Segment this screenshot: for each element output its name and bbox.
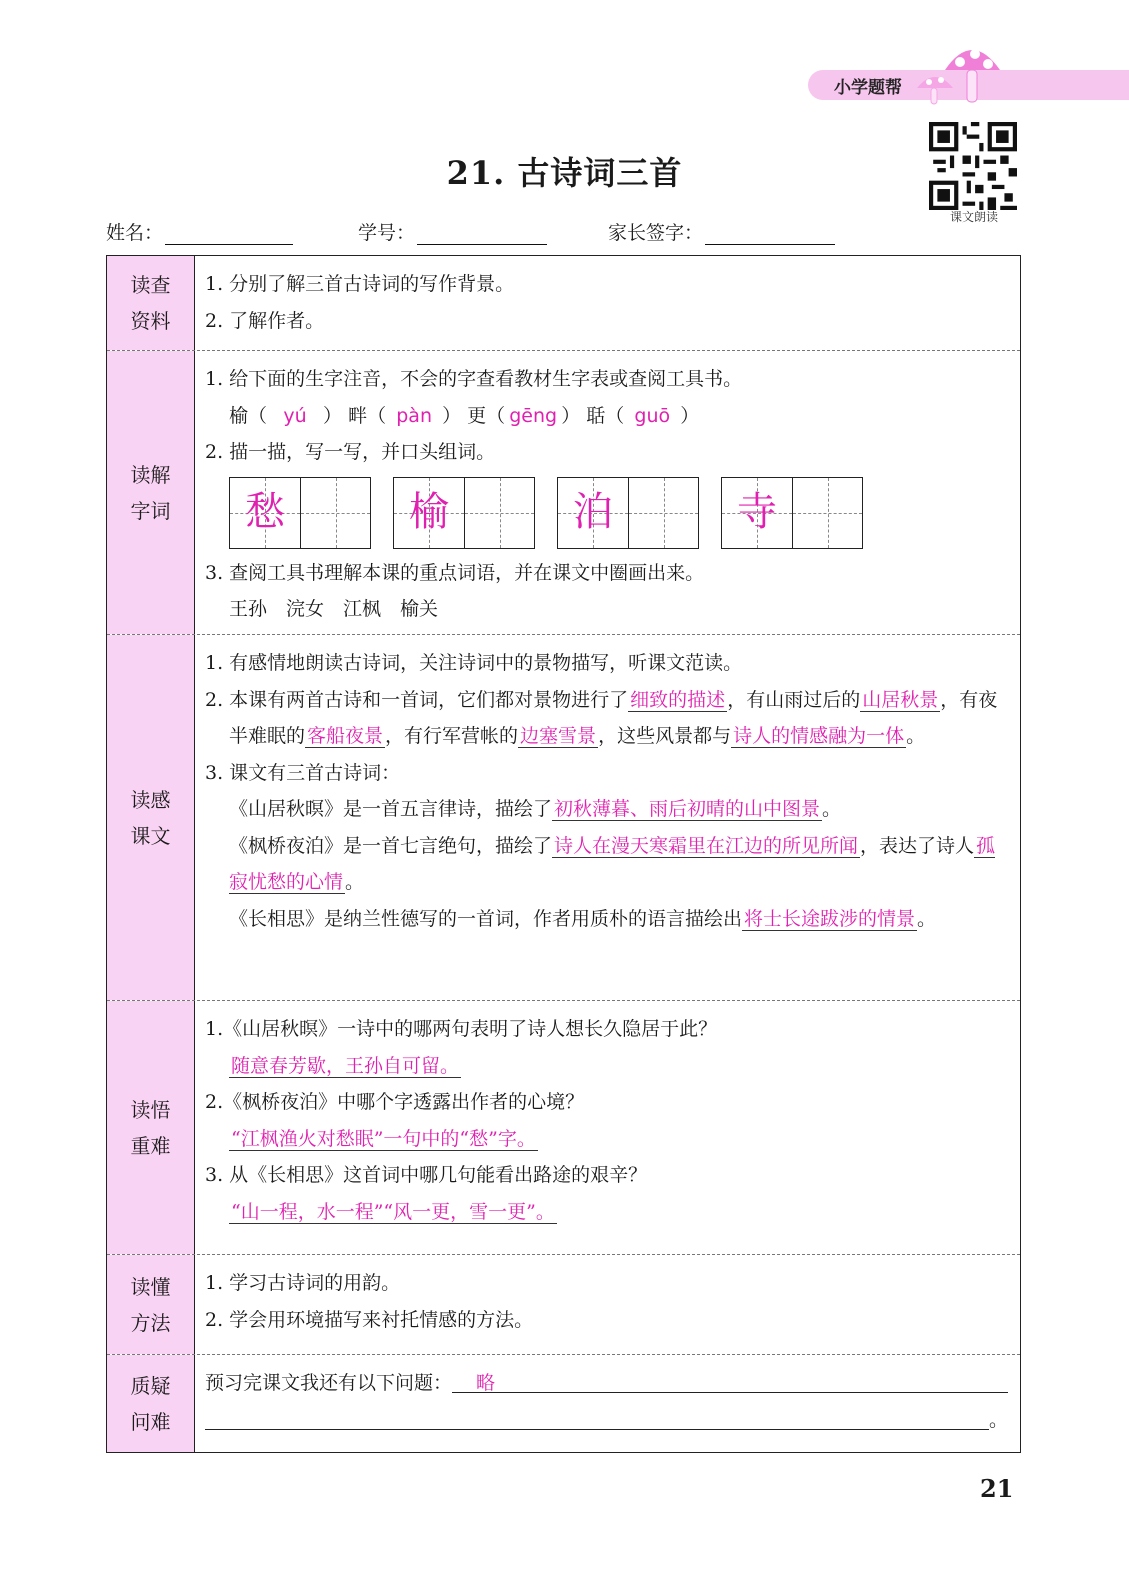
answer[interactable]: 客船夜景 bbox=[307, 725, 384, 747]
tracing-box[interactable]: 愁 bbox=[229, 477, 371, 549]
student-id-blank[interactable] bbox=[417, 223, 547, 245]
tracing-boxes bbox=[205, 477, 1008, 549]
text-line: 1. 学习古诗词的用韵。 bbox=[205, 1272, 401, 1294]
parent-signature-field[interactable] bbox=[608, 218, 835, 245]
text-line: 2. 了解作者。 bbox=[205, 309, 325, 332]
answer[interactable]: 孤寂忧愁的心情 bbox=[229, 834, 996, 893]
answer: 略 bbox=[476, 1372, 496, 1394]
parent-signature-label: 家长签字： bbox=[608, 222, 704, 244]
section-methods bbox=[107, 1254, 1020, 1354]
answer[interactable]: 边塞雪景 bbox=[520, 725, 597, 747]
answer[interactable]: “江枫渔火对愁眠”一句中的“愁”字。 bbox=[231, 1127, 536, 1150]
answer[interactable]: 山居秋景 bbox=[862, 688, 939, 711]
answer[interactable]: 诗人在漫天寒霜里在江边的所见所闻 bbox=[554, 834, 859, 857]
section-questions bbox=[107, 1354, 1020, 1452]
answer[interactable]: 随意春芳歇，王孙自可留。 bbox=[231, 1054, 460, 1077]
student-id-label: 学号： bbox=[358, 222, 416, 244]
poem-line: 《长相思》是纳兰性德写的一首词，作者用质朴的语言描绘出 将士长途跋涉的情景 。 bbox=[229, 907, 937, 930]
question-text: 2.《枫桥夜泊》中哪个字透露出作者的心境？ bbox=[205, 1091, 585, 1113]
section-body bbox=[195, 351, 1020, 634]
text-line: 1. 分别了解三首古诗词的写作背景。 bbox=[205, 273, 515, 295]
section-head: 读懂 方法 bbox=[107, 1255, 195, 1354]
answer-line[interactable] bbox=[205, 1402, 989, 1430]
tracing-box[interactable]: 榆 bbox=[393, 477, 535, 549]
tracing-box[interactable]: 寺 bbox=[721, 477, 863, 549]
question-text: 1.《山居秋暝》一诗中的哪两句表明了诗人想长久隐居于此？ bbox=[205, 1018, 718, 1040]
section-head: 读感 课文 bbox=[107, 635, 195, 1000]
student-id-field[interactable] bbox=[358, 218, 547, 245]
section-head: 读查 资料 bbox=[107, 256, 195, 350]
key-words: 王孙 浣女 江枫 榆关 bbox=[229, 598, 439, 620]
pinyin-answer[interactable]: guō bbox=[634, 404, 671, 427]
brand-label: 小学题帮 bbox=[834, 78, 902, 98]
fill-paragraph: 2. 本课有两首古诗和一首词，它们都对景物进行了 细致的描述 ，有山雨过后的 山居秋景 ，有夜半难眠的 客船夜景 ，有行军营帐的 边塞雪景 ，这些风景都与 诗人的情感融为一体 。 bbox=[205, 688, 998, 747]
section-reading bbox=[107, 634, 1020, 1000]
poem-line: 《枫桥夜泊》是一首七言绝句，描绘了 诗人在漫天寒霜里在江边的所见所闻 ，表达了诗人 孤寂忧愁的心情 。 bbox=[229, 834, 996, 893]
qr-label: 课文朗读 bbox=[949, 210, 998, 224]
name-blank[interactable] bbox=[165, 223, 293, 245]
answer-line[interactable] bbox=[452, 1365, 1008, 1393]
section-research bbox=[107, 256, 1020, 350]
section-body bbox=[195, 256, 1020, 350]
question-prompt: 预习完课文我还有以下问题： bbox=[205, 1372, 453, 1394]
question-text: 2. 描一描，写一写，并口头组词。 bbox=[205, 441, 496, 463]
answer[interactable]: 将士长途跋涉的情景 bbox=[744, 907, 916, 930]
question-text: 3. 从《长相思》这首词中哪几句能看出路途的艰辛？ bbox=[205, 1164, 648, 1186]
answer[interactable]: “山一程，水一程”“风一更，雪一更”。 bbox=[231, 1200, 555, 1223]
name-field[interactable] bbox=[106, 218, 293, 245]
page-title: 21. 古诗词三首 bbox=[446, 154, 683, 192]
mushroom-icon bbox=[915, 40, 1010, 120]
question-text: 1. 给下面的生字注音，不会的字查看教材生字表或查阅工具书。 bbox=[205, 368, 743, 390]
section-key-points bbox=[107, 1000, 1020, 1254]
worksheet-table bbox=[106, 255, 1021, 1453]
section-head: 读解 字词 bbox=[107, 351, 195, 634]
pinyin-row: 榆（ yú ） 畔（ pàn ） 更（ gēng ） 聒（ guō ） bbox=[205, 398, 1008, 435]
text-line: 2. 学会用环境描写来衬托情感的方法。 bbox=[205, 1308, 534, 1331]
section-body bbox=[195, 635, 1020, 1000]
name-label: 姓名： bbox=[106, 222, 164, 244]
section-body bbox=[195, 1001, 1020, 1254]
pinyin-answer[interactable]: gēng bbox=[509, 404, 558, 427]
answer[interactable]: 初秋薄暮、雨后初晴的山中图景 bbox=[554, 798, 821, 820]
parent-signature-blank[interactable] bbox=[705, 223, 835, 245]
section-vocabulary bbox=[107, 350, 1020, 634]
tracing-box[interactable]: 泊 bbox=[557, 477, 699, 549]
answer[interactable]: 诗人的情感融为一体 bbox=[733, 725, 905, 747]
section-head: 质疑 问难 bbox=[107, 1355, 195, 1452]
poem-line: 《山居秋暝》是一首五言律诗，描绘了 初秋薄暮、雨后初晴的山中图景 。 bbox=[229, 798, 842, 820]
page-number: 21 bbox=[980, 1474, 1014, 1503]
section-body: 预习完课文我还有以下问题： 略 。 bbox=[195, 1355, 1020, 1452]
question-text: 3. 查阅工具书理解本课的重点词语，并在课文中圈画出来。 bbox=[205, 561, 705, 584]
section-body bbox=[195, 1255, 1020, 1354]
answer[interactable]: 细致的描述 bbox=[630, 688, 726, 711]
text-line: 3. 课文有三首古诗词： bbox=[205, 761, 401, 784]
text-line: 1. 有感情地朗读古诗词，关注诗词中的景物描写，听课文范读。 bbox=[205, 652, 743, 674]
pinyin-answer[interactable]: pàn bbox=[396, 404, 432, 427]
section-head: 读悟 重难 bbox=[107, 1001, 195, 1254]
pinyin-answer[interactable]: yú bbox=[283, 404, 307, 427]
